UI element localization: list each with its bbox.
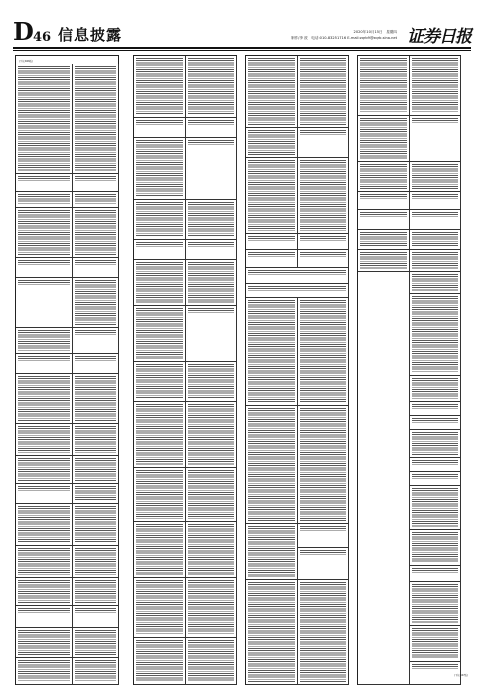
text-cell <box>134 638 186 685</box>
text-cell <box>134 522 186 578</box>
text-cell <box>16 328 73 354</box>
column-4 <box>357 55 461 685</box>
text-cell <box>358 210 410 230</box>
text-cell <box>246 406 298 524</box>
text-cell <box>298 298 349 406</box>
text-cell <box>246 234 298 250</box>
text-cell <box>134 56 186 118</box>
text-cell <box>73 374 119 424</box>
newspaper-logo: 证券日报 <box>407 27 471 47</box>
text-cell <box>186 468 237 522</box>
text-cell <box>410 582 461 626</box>
text-cell <box>186 56 237 118</box>
text-cell <box>410 230 461 250</box>
text-cell <box>246 128 298 158</box>
text-cell <box>186 578 237 638</box>
text-cell <box>410 626 461 662</box>
text-cell <box>298 250 349 268</box>
text-cell <box>16 258 73 278</box>
text-cell <box>410 250 461 272</box>
text-cell <box>410 566 461 582</box>
text-cell <box>16 658 73 685</box>
text-cell <box>134 402 186 468</box>
text-cell <box>16 278 73 328</box>
column-2 <box>133 55 237 685</box>
text-cell <box>16 374 73 424</box>
text-cell <box>410 530 461 566</box>
text-cell <box>298 548 349 580</box>
text-cell <box>73 424 119 456</box>
text-cell <box>186 138 237 200</box>
text-cell <box>186 118 237 138</box>
text-cell <box>16 192 73 208</box>
text-cell <box>246 158 298 234</box>
text-cell <box>134 578 186 638</box>
text-cell <box>186 260 237 306</box>
text-cell <box>358 56 410 116</box>
text-cell <box>73 328 119 354</box>
masthead-rule <box>13 47 471 49</box>
text-cell <box>298 56 349 128</box>
text-cell <box>16 64 73 174</box>
text-cell <box>298 158 349 234</box>
text-cell <box>186 306 237 362</box>
text-cell <box>186 240 237 260</box>
text-cell <box>246 298 298 406</box>
text-cell <box>16 606 73 628</box>
blank-cell <box>358 272 410 685</box>
text-cell <box>410 472 461 486</box>
text-cell <box>298 524 349 548</box>
text-cell <box>134 138 186 200</box>
text-cell <box>134 260 186 306</box>
text-cell <box>186 522 237 578</box>
text-cell <box>410 192 461 210</box>
text-cell <box>73 208 119 258</box>
text-cell <box>73 174 119 192</box>
text-cell <box>246 524 298 580</box>
text-cell <box>73 606 119 628</box>
date-line: 2020年10月15日 星期四 <box>353 30 397 34</box>
text-cell <box>246 284 349 298</box>
text-cell <box>298 128 349 158</box>
text-cell <box>246 56 298 128</box>
text-cell <box>246 268 349 284</box>
masthead <box>13 17 471 48</box>
text-cell <box>73 504 119 546</box>
text-cell <box>73 546 119 578</box>
editor-line: 制作/李 波 电话:010-83251716 E-mail:zqrb9@zqrb.sina.net <box>290 36 397 40</box>
text-cell <box>186 200 237 240</box>
text-cell <box>134 362 186 402</box>
text-cell <box>73 64 119 174</box>
text-cell <box>410 272 461 294</box>
text-cell <box>16 354 73 374</box>
text-cell <box>73 578 119 606</box>
text-cell <box>73 658 119 685</box>
page-number: 46 <box>33 30 52 45</box>
masthead-rule-thin <box>13 50 471 51</box>
text-cell <box>186 638 237 685</box>
text-cell <box>134 118 186 138</box>
text-cell <box>16 424 73 456</box>
text-cell <box>16 484 73 504</box>
column-3 <box>245 55 349 685</box>
text-cell <box>134 200 186 240</box>
text-cell <box>410 458 461 472</box>
text-cell <box>16 174 73 192</box>
column-1 <box>15 55 119 685</box>
section-letter: D <box>13 17 34 46</box>
text-cell <box>134 240 186 260</box>
text-cell <box>410 376 461 402</box>
text-cell <box>358 162 410 192</box>
continued-note: (下转D46版) <box>19 60 33 63</box>
text-cell <box>73 258 119 278</box>
section-title: 信息披露 <box>58 26 123 44</box>
text-cell <box>410 416 461 430</box>
text-cell <box>73 456 119 484</box>
continued-note-end: (下转D47版) <box>454 674 468 677</box>
text-cell <box>73 484 119 504</box>
text-cell <box>16 456 73 484</box>
text-cell <box>410 56 461 116</box>
text-cell <box>358 192 410 210</box>
text-cell <box>73 354 119 374</box>
text-cell <box>186 402 237 468</box>
text-cell <box>410 162 461 192</box>
text-cell <box>410 210 461 230</box>
text-cell <box>358 250 410 272</box>
text-cell <box>410 402 461 416</box>
text-cell <box>16 628 73 658</box>
text-cell <box>16 504 73 546</box>
text-cell <box>298 234 349 250</box>
text-cell <box>298 406 349 524</box>
text-cell <box>16 546 73 578</box>
text-cell <box>73 278 119 328</box>
text-cell <box>358 116 410 162</box>
text-cell <box>16 578 73 606</box>
text-cell <box>298 580 349 685</box>
text-cell <box>246 250 298 268</box>
text-cell <box>134 468 186 522</box>
text-cell <box>246 580 298 685</box>
text-cell <box>410 486 461 530</box>
text-cell <box>73 628 119 658</box>
text-cell <box>358 230 410 250</box>
text-cell <box>134 306 186 362</box>
text-cell <box>410 294 461 376</box>
text-cell <box>73 192 119 208</box>
text-cell <box>186 362 237 402</box>
text-cell <box>16 208 73 258</box>
text-cell <box>410 116 461 162</box>
text-cell <box>410 430 461 458</box>
